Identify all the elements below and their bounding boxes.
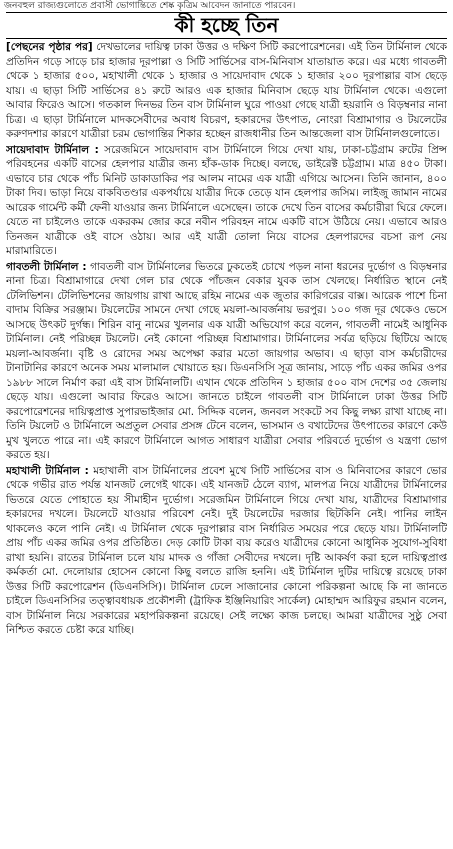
section-heading-mohakhali: মহাখালী টার্মিনাল : — [6, 464, 89, 477]
article-headline: কী হচ্ছে তিন — [174, 13, 279, 37]
paragraph-text: গাবতলী বাস টার্মিনালের ভিতরে ঢুকতেই চোখে পড়ল নানা ধরনের দুর্ভোগ ও বিড়ম্বনার নানা চিত্র। বিশ্রামাগারে দেখা গেল চার থেকে পাঁচজন বেকার যুবক তাস খেলছে। নির্ধারিত স্থানে নেই টেলিভিশন। টেলিভিশনের জায়গায় রাখা আছে রহিম নামের এক জুতার কারিগরের বাক্স। আরেক পাশে চিনা বাদাম বিক্রির সরঞ্জাম। টয়লেটের সামনে দেখা গেছে ময়লা-আবর্জনায় ভরপুর। ১০০ গজ দূর থেকেও ভেসে আসছে উৎকট দুর্গন্ধ। শিরিন বানু নামের খুলনার এক যাত্রী অভিযোগ করে বলেন, গাবতলী নামেই আধুনিক টার্মিনাল। নেই পরিচ্ছন্ন টয়লেট। নেই কোনো পরিচ্ছন্ন বিশ্রামাগার। টার্মিনালের সর্বত্র ছড়িয়ে ছিটিয়ে আছে ময়লা-আবর্জনা। বৃষ্টি ও রোদের সময় অপেক্ষা করার মতো জায়গার অভাব। এ ছাড়া বাস কর্মচারীদের টানাটানির কারণে অনেক সময় মালামাল খোয়াতে হয়। ডিএনসিসি সূত্র জানায়, সাড়ে পাঁচ একর জমির ওপর ১৯৮৮ সালে নির্মাণ করা এই বাস টার্মিনালটি। এখান থেকে প্রতিদিন ১ হাজার ৫০০ বাস দেশের ৩৫ জেলায় ছেড়ে যায়। এগুলো আবার ফিরেও আসে। জানতে চাইলে গাবতলী বাস টার্মিনালে ঢাকা উত্তর সিটি করপোরেশনের দায়িত্বপ্রাপ্ত সুপারভাইজার মো. সিদ্দিক বলেন, জনবল সংকটে সব কিছু লক্ষ্য রাখা যাচ্ছে না। তিনি টয়লেট ও টার্মিনালে অপ্রতুল সেবার প্রসঙ্গ টেনে বলেন, ভাসমান ও বখাটেদের উৎপাতের কারণে কেউ মুখ খুলতে পারে না। এই কারণে টার্মিনালে আগত সাধারণ যাত্রীরা সেবার পরিবর্তে দুর্ভোগ ও যন্ত্রণা ভোগ করতে হয়। — [6, 260, 447, 461]
previous-article-tail: জনবহুল রাজ্যগুলোতে প্রবাসী ভোগান্তিতে শেষ্ক কৃত্রিম আবেদন জানাতে পারবেন। — [4, 1, 296, 11]
section-heading-gabtoli: গাবতলী টার্মিনাল : — [6, 260, 87, 273]
continued-from-label: [পেছনের পৃষ্ঠার পর] — [6, 41, 93, 53]
section-gabtoli — [6, 260, 447, 463]
headline-divider — [6, 38, 447, 39]
section-heading-sayedabad: সায়েদাবাদ টার্মিনাল : — [6, 143, 99, 156]
article-body — [6, 40, 447, 846]
paragraph-text: সরেজমিনে সায়েদাবাদ বাস টার্মিনালে গিয়ে দেখা যায়, ঢাকা-চট্টগ্রাম রুটের প্রিন্স পরিবহনের একটি বাসের হেলপার যাত্রীর জন্য হাঁক-ডাক দিচ্ছে। বলছে, ডাইরেক্ট চট্টগ্রাম। মাত্র ৪৫০ টাকা। এভাবে চার থেকে পাঁচ মিনিট ডাকাডাকির পর আলম নামের এক যাত্রী এগিয়ে আসেন। তিনি জানান, ৪০০ টাকা দিব। ভাড়া নিয়ে বাকবিতণ্ডার একপর্যায়ে যাত্রীর দিকে তেড়ে যান হেলপার জসিম। লাইজু জামান নামের আরেক গার্মেন্ট কর্মী ফেনী যাওয়ার জন্য টার্মিনালে এসেছেন। তাকে দেখে তিন বাসের কর্মচারীরা ঘিরে ফেলে। যেতে না চাইলেও তাকে একরকম জোর করে নবীন পরিবহন নামে একটি বাসে উঠিয়ে নেয়। এভাবে আরও তিনজন যাত্রীকে ওই বাসে ওঠায়। আর এই যাত্রী তোলা নিয়ে বাসের হেলপারদের বচসা রূপ নেয় মারামারিতে। — [6, 143, 447, 257]
section-sayedabad — [6, 143, 447, 259]
paragraph-text: মহাখালী বাস টার্মিনালের প্রবেশ মুখে সিটি সার্ভিসের বাস ও মিনিবাসের কারণে ভোর থেকে গভীর রাত পর্যন্ত যানজট লেগেই থাকে। এই যানজট ঠেলে ব্যাগ, মালপত্র নিয়ে যাত্রীদের টার্মিনালের ভিতরে যেতে পোহাতে হয় সীমাহীন দুর্ভোগ। সরেজমিন টার্মিনালে গিয়ে দেখা যায়, যাত্রীদের বিশ্রামাগার হকারদের দখলে। টয়লেটে যাওয়ার পরিবেশ নেই। দুই টয়লেটের দরজার ছিটকিনি নেই। পানির লাইন থাকলেও কলে পানি নেই। এ টার্মিনাল থেকে দূরপাল্লার বাস নির্ধারিত সময়ের পরে ছেড়ে যায়। টার্মিনালটি প্রায় পাঁচ একর জমির ওপর প্রতিষ্ঠিত। দেড় কোটি টাকা ব্যয় করেও যাত্রীদের কোনো আধুনিক সুযোগ-সুবিধা রাখা হয়নি। রাতের টার্মিনাল চলে যায় মাদক ও গাঁজা সেবীদের দখলে। দৃষ্টি আকর্ষণ করা হলে দায়িত্বপ্রাপ্ত কর্মকর্তা মো. দেলোয়ার হোসেন কোনো কিছু বলতে রাজি হননি। এই টার্মিনাল দুটির দায়িত্বে রয়েছে ঢাকা উত্তর সিটি করপোরেশন (ডিএনসিসি)। টার্মিনাল ঢেলে সাজানোর কোনো পরিকল্পনা আছে কি না জানতে চাইলে ডিএনসিসির তত্ত্বাবধায়ক প্রকৌশলী (ট্রাফিক ইঞ্জিনিয়ারিং সার্কেল) মোহাম্মদ আরিফুর রহমান বলেন, বাস টার্মিনাল নিয়ে সরকারের মহাপরিকল্পনা রয়েছে। সেই লক্ষ্যে কাজ চলছে। আমরা যাত্রীদের সুষ্ঠু সেবা নিশ্চিত করতে চেষ্টা করে যাচ্ছি। — [6, 464, 447, 636]
intro-paragraph — [6, 40, 447, 142]
paragraph-text: দেখভালের দায়িত্ব ঢাকা উত্তর ও দক্ষিণ সিটি করপোরেশনের। এই তিন টার্মিনাল থেকে প্রতিদিন গড়ে সাড়ে চার হাজার দূরপাল্লা ও সিটি সার্ভিসের বাস-মিনিবাস যাতায়াত করে। এর মধ্যে গাবতলী থেকে ১ হাজার ৫০০, মহাখালী থেকে ১ হাজার ও সায়েদাবাদ থেকে ১ হাজার ২০০ দূরপাল্লার বাস ছেড়ে যায়। এ ছাড়া সিটি সার্ভিসের ৪১ রুটে আরও এক হাজার মিনিবাস ছেড়ে যায় টার্মিনাল থেকে। এগুলো আবার ফিরেও আসে। গতকাল দিনভর তিন বাস টার্মিনাল ঘুরে পাওয়া গেছে যাত্রী হয়রানি ও বিড়ম্বনার নানা চিত্র। এ ছাড়া টার্মিনালে মাদকসেবীদের অবাধ বিচরণ, হকারদের উৎপাত, নোংরা বিশ্রামাগার ও টয়লেটের করুণদশার কারণে যাত্রীরা চরম ভোগান্তির শিকার হচ্ছেন রাজধানীর তিন আন্তজেলা বাস টার্মিনালগুলোতে। — [6, 41, 447, 140]
section-mohakhali — [6, 464, 447, 638]
